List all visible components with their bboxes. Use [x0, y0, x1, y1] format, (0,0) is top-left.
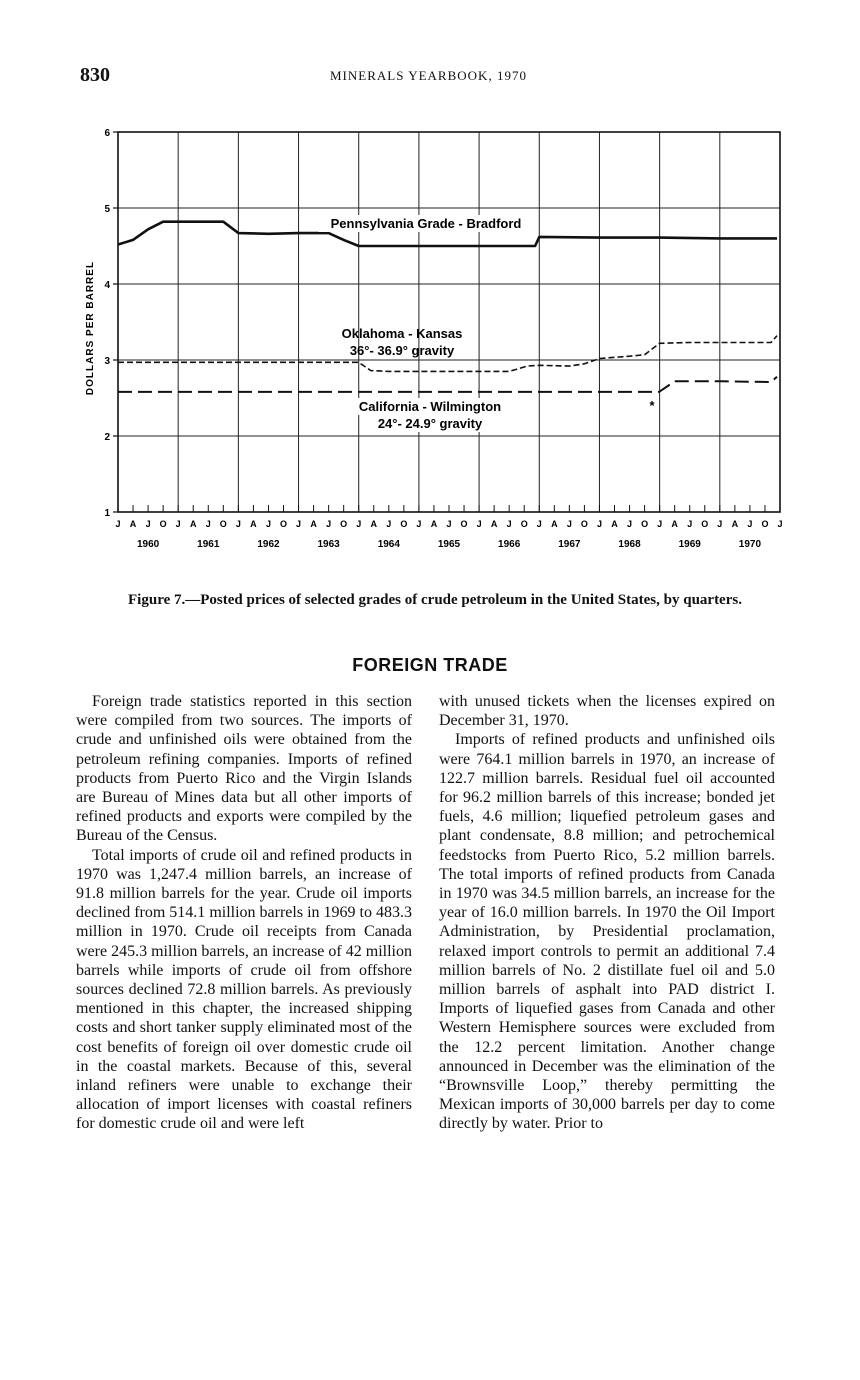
- running-title: MINERALS YEARBOOK, 1970: [330, 68, 527, 83]
- x-quarter-label: J: [687, 519, 693, 529]
- x-quarter-label: A: [611, 519, 618, 529]
- x-quarter-label: J: [205, 519, 211, 529]
- price-chart: [0, 0, 860, 570]
- x-year-label: 1965: [437, 539, 461, 550]
- x-quarter-label: J: [566, 519, 572, 529]
- x-quarter-label: J: [476, 519, 482, 529]
- x-quarter-label: O: [279, 519, 288, 529]
- x-quarter-label: J: [296, 519, 302, 529]
- x-year-label: 1963: [317, 539, 340, 550]
- x-quarter-label: A: [129, 519, 137, 529]
- x-quarter-label: J: [115, 519, 121, 529]
- x-quarter-label: A: [731, 519, 739, 529]
- x-quarter-label: J: [145, 519, 151, 529]
- x-quarter-label: O: [520, 519, 528, 529]
- x-quarter-label: J: [175, 519, 181, 529]
- x-quarter-label: A: [250, 519, 257, 529]
- figure-caption: Figure 7.—Posted prices of selected grades of crude petroleum in the United States, by quarters.: [128, 592, 742, 608]
- x-quarter-label: A: [490, 519, 498, 529]
- x-quarter-label: J: [326, 519, 332, 529]
- x-quarter-label: J: [386, 519, 392, 529]
- x-year-label: 1969: [678, 539, 701, 550]
- series-line: [118, 377, 777, 392]
- plot-frame: [118, 132, 780, 512]
- x-quarter-label: J: [265, 519, 271, 529]
- x-quarter-label: O: [219, 519, 227, 529]
- series-label: California - Wilmington: [358, 399, 502, 414]
- x-quarter-label: J: [506, 519, 512, 529]
- x-quarter-label: O: [580, 519, 588, 529]
- y-tick-label: 6: [104, 128, 110, 139]
- y-tick-label: 4: [104, 280, 110, 291]
- x-quarter-label: A: [430, 519, 438, 529]
- x-quarter-label: J: [717, 519, 723, 529]
- x-quarter-label: J: [536, 519, 542, 529]
- x-year-label: 1966: [498, 539, 521, 550]
- x-quarter-label: J: [747, 519, 753, 529]
- series-label: Pennsylvania Grade - Bradford: [330, 216, 522, 231]
- x-quarter-label: J: [777, 519, 783, 529]
- y-axis-title: DOLLARS PER BARREL: [85, 260, 96, 396]
- x-quarter-label: A: [671, 519, 678, 529]
- body-column-right: [439, 692, 775, 1134]
- x-year-label: 1961: [197, 539, 220, 550]
- x-quarter-label: O: [701, 519, 709, 529]
- x-quarter-label: J: [356, 519, 362, 529]
- chart-grid: [118, 132, 780, 512]
- chart-labels: [319, 215, 656, 432]
- x-year-label: 1968: [618, 539, 641, 550]
- chart-series: [118, 222, 777, 392]
- section-heading: FOREIGN TRADE: [352, 655, 508, 675]
- page-number: 830: [80, 64, 110, 86]
- y-tick-label: 1: [104, 508, 110, 519]
- paragraph: with unused tickets when the licenses expired on December 31, 1970.: [439, 693, 775, 730]
- x-quarter-label: A: [310, 519, 317, 529]
- x-quarter-label: J: [446, 519, 452, 529]
- x-quarter-label: O: [159, 519, 167, 529]
- series-label: 36°- 36.9° gravity: [349, 343, 455, 358]
- x-year-label: 1964: [377, 539, 400, 550]
- x-quarter-label: O: [641, 519, 649, 529]
- x-quarter-label: A: [189, 519, 197, 529]
- y-tick-label: 5: [104, 204, 110, 215]
- x-quarter-label: J: [416, 519, 422, 529]
- paragraph: Imports of refined products and unfinished oils were 764.1 million barrels in 1970, an increase of 122.7 million barrels. Residual fuel oil accounted for 96.2 million barrels of this increase; bonded jet fuels, 4.6 million; liquefied petroleum gases and plant condensate, 8.8 million; and petrochemical feedstocks from Puerto Rico, 5.2 million barrels. The total imports of refined products from Canada in 1970 was 34.5 million barrels, an increase for the year of 16.0 million barrels. In 1970 the Oil Import Administration, by Presidential proclamation, relaxed import controls to permit an additional 7.4 million barrels of No. 2 distillate fuel oil and 5.0 million barrels of asphalt into PAD district I. Imports of liquefied gases from Canada and other Western Hemisphere sources were excluded from the 12.2 percent limitation. Another change announced in December was the elimination of the “Brownsville Loop,” thereby permitting the Mexican imports of 30,000 barrels per day to come directly by water. Prior to: [439, 731, 775, 1133]
- x-quarter-label: J: [596, 519, 602, 529]
- x-quarter-label: A: [370, 519, 378, 529]
- x-year-label: 1960: [136, 539, 160, 550]
- x-quarter-label: O: [340, 519, 348, 529]
- body-column-left: [76, 692, 412, 1134]
- x-quarter-label: O: [460, 519, 468, 529]
- x-quarter-label: J: [627, 519, 633, 529]
- x-quarter-label: O: [400, 519, 408, 529]
- x-quarter-label: J: [235, 519, 241, 529]
- series-label: 24°- 24.9° gravity: [377, 416, 483, 431]
- x-year-label: 1962: [257, 539, 280, 550]
- x-quarter-label: J: [657, 519, 663, 529]
- x-quarter-label: O: [761, 519, 769, 529]
- paragraph: Foreign trade statistics reported in this section were compiled from two sources. The imports of crude and unfinished oils were obtained from the petroleum refining companies. Imports of refined products from Puerto Rico and the Virgin Islands are Bureau of Mines data but all other imports of refined products and exports were compiled by the Bureau of the Census.: [76, 693, 412, 845]
- y-tick-label: 2: [104, 432, 110, 443]
- x-year-label: 1967: [558, 539, 581, 550]
- y-tick-label: 3: [104, 356, 110, 367]
- series-label: Oklahoma - Kansas: [341, 326, 463, 341]
- paragraph: Total imports of crude oil and refined products in 1970 was 1,247.4 million barrels, an increase of 91.8 million barrels for the year. Crude oil imports declined from 514.1 million barrels in 1969 to 483.3 million in 1970. Crude oil receipts from Canada were 245.3 million barrels, an increase of 42 million barrels while imports of crude oil from offshore sources declined 72.8 million barrels. As previously mentioned in this chapter, the increased shipping costs and short tanker supply eliminated most of the cost benefits of foreign oil over domestic crude oil in the coastal markets. Because of this, several inland refiners were unable to exchange their allocation of import licenses with coastal refiners for domestic crude oil and were left: [76, 846, 412, 1133]
- x-year-label: 1970: [738, 539, 762, 550]
- annotation-star: *: [649, 398, 655, 413]
- x-quarter-label: A: [551, 519, 558, 529]
